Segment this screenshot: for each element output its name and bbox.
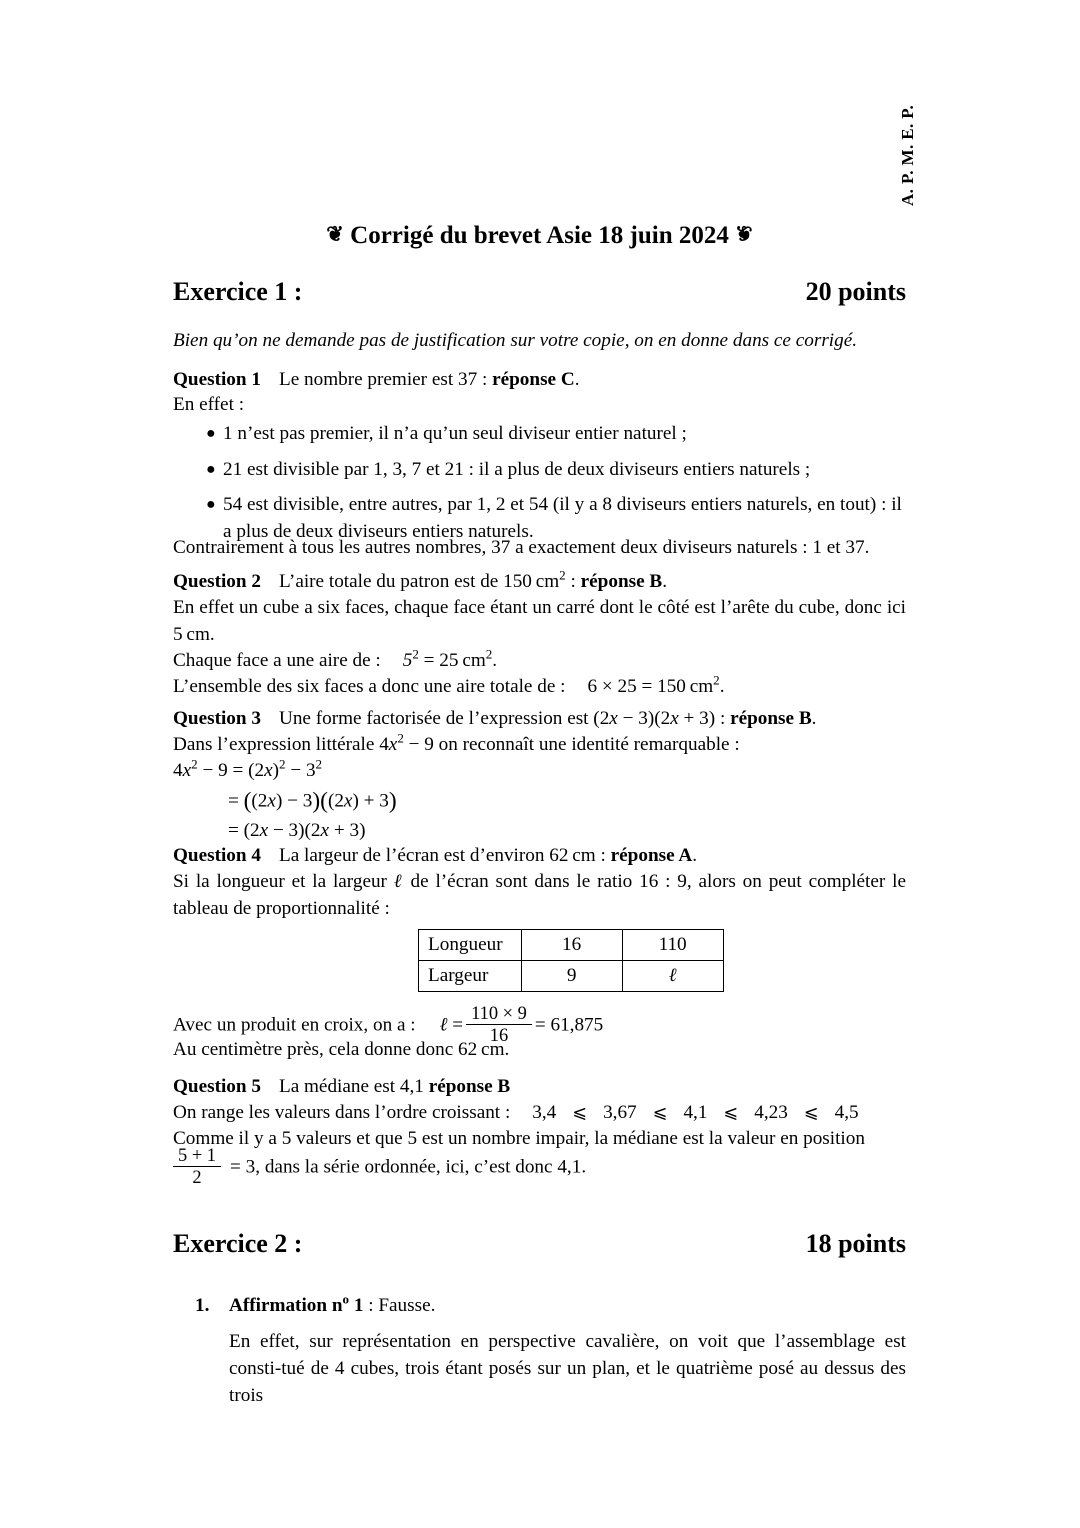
question-3-line-1-pre: Dans l’expression littérale 4 (173, 734, 389, 755)
question-3-var-2: x (670, 708, 679, 729)
table-row (419, 930, 724, 961)
question-1-label: Question 1 (173, 369, 261, 390)
question-5-line-2: Comme il y a 5 valeurs et que 5 est un nombre impair, la médiane est la valeur en position (173, 1128, 865, 1149)
list-item-text: 54 est divisible, entre autres, par 1, 2 et 54 (il y a 8 diviseurs entiers naturels, en tout) : il a plus de deux diviseurs entiers naturels. (223, 494, 902, 542)
leq-sign: ⩽ (723, 1103, 739, 1123)
question-3-line-1-exp: 2 (397, 730, 404, 746)
leq-sign: ⩽ (652, 1103, 668, 1123)
question-1-answer: réponse C (492, 369, 575, 390)
question-5-statement (173, 1074, 906, 1101)
list-item-text: 21 est divisible par 1, 3, 7 et 21 : il a plus de deux diviseurs entiers naturels ; (223, 458, 811, 480)
leq-sign: ⩽ (803, 1103, 819, 1123)
cross-product-lead: Avec un produit en croix, on a : (173, 1014, 416, 1036)
question-1-text: Le nombre premier est 37 : (278, 369, 493, 390)
ornament-left-icon: ❦ (326, 222, 344, 246)
list-item-text: 1 n’est pas premier, il n’a qu’un seul diviseur entier naturel ; (223, 423, 687, 444)
bullet-icon: ● (206, 460, 216, 478)
question-5-text: La médiane est 4,1 (278, 1076, 429, 1097)
table-cell: Largeur (419, 961, 522, 992)
question-2-exponent: 2 (559, 567, 566, 583)
fraction-denominator: 16 (466, 1024, 532, 1046)
fraction-numerator: 110 × 9 (471, 1003, 527, 1024)
order-value: 4,1 (683, 1102, 708, 1123)
question-3-line-1-var: x (388, 734, 398, 755)
affirmation-label-sup: o (342, 1291, 350, 1307)
cross-product-result: = 61,875 (534, 1014, 604, 1036)
question-4-line-1-pre: Si la longueur et la largeur (173, 871, 394, 892)
list-item-marker: 1. (195, 1295, 210, 1316)
equation-line: = ((2x) − 3)((2x) + 3) (228, 788, 397, 814)
question-4-label: Question 4 (173, 845, 261, 866)
question-4-statement (173, 843, 906, 870)
affirmation-label-pre: Affirmation n (229, 1295, 343, 1316)
question-2-line-3-lead: L’ensemble des six faces a donc une aire totale de : (173, 676, 566, 697)
question-3-period: . (811, 708, 817, 729)
question-1-period: . (574, 369, 580, 390)
question-2-eq-exp: 2 (412, 646, 419, 662)
ornament-right-icon: ❦ (735, 222, 753, 246)
order-lead: On range les valeurs dans l’ordre croissant : (173, 1102, 511, 1123)
table-row (419, 961, 724, 992)
order-value: 4,23 (754, 1102, 788, 1123)
list-item (173, 457, 906, 484)
affirmation-label-post: 1 (349, 1295, 364, 1316)
question-3-answer: réponse B (730, 708, 812, 729)
question-1-en-effet: En effet : (173, 394, 245, 415)
fraction-numerator: 5 + 1 (178, 1145, 217, 1166)
question-2-text: L’aire totale du patron est de 150 cm (278, 571, 560, 592)
question-3-equations (173, 756, 906, 846)
question-2-label: Question 2 (173, 571, 261, 592)
ell-symbol: ℓ (439, 1014, 448, 1036)
order-value: 4,5 (834, 1102, 859, 1123)
question-2-sep: : (565, 571, 581, 592)
question-1-bullet-list (173, 421, 906, 545)
equation-line: $4x^2 - 9 = (2x)^2 - 3^2$ (173, 756, 323, 781)
exercise-2-heading (173, 1228, 906, 1260)
question-4-line-1 (173, 869, 906, 922)
exercise-1-heading (173, 276, 906, 308)
list-item (173, 421, 906, 448)
question-2-answer: réponse B (580, 571, 663, 592)
proportionality-table (418, 929, 724, 992)
question-4-line-1-post: de l’écran sont dans le ratio 16 : 9, alors on peut compléter le tableau de proportionnalité : (173, 871, 906, 919)
question-2-eq-base: 5 (402, 650, 413, 671)
equals-sign: = (452, 1014, 464, 1036)
question-5-line-3 (173, 1147, 906, 1189)
question-2-line-2-lead: Chaque face a une aire de : (173, 650, 381, 671)
question-2-line-3 (173, 674, 906, 701)
table-cell: ℓ (622, 961, 723, 992)
affirmation-verdict: : Fausse. (363, 1295, 436, 1316)
ell-symbol: ℓ (393, 871, 404, 892)
affirmation-line (229, 1292, 906, 1319)
question-3-mid-1: − 3)(2 (617, 708, 671, 729)
question-2-eq-rest: = 25 cm (418, 650, 486, 671)
question-2-eq-exp2: 2 (485, 646, 493, 662)
list-item (173, 1292, 906, 1409)
order-value: 3,67 (603, 1102, 637, 1123)
exercise-2-points: 18 points (805, 1229, 906, 1258)
exercise-2-list (173, 1292, 906, 1409)
question-2-eq-end: . (492, 650, 498, 671)
question-3-text: Une forme factorisée de l’expression est (2 (278, 708, 610, 729)
page-title (173, 218, 906, 252)
apmep-side-marker: A. P. M. E. P. (898, 104, 917, 206)
fraction (173, 1145, 221, 1187)
page-title-text: Corrigé du brevet Asie 18 juin 2024 (350, 222, 729, 249)
question-1-closing: Contrairement à tous les autres nombres, 37 a exactement deux diviseurs naturels : 1 et 37. (173, 537, 870, 558)
question-3-var-1: x (609, 708, 618, 729)
question-4-closing: Au centimètre près, cela donne donc 62 cm. (173, 1039, 510, 1060)
question-2-statement (173, 569, 906, 596)
question-5-label: Question 5 (173, 1076, 261, 1097)
exercise-1-title: Exercice 1 : (173, 277, 303, 306)
bullet-icon: ● (206, 425, 216, 442)
question-2-line-3-exp: 2 (713, 672, 720, 688)
table-cell: 9 (521, 961, 622, 992)
question-3-statement (173, 706, 906, 733)
equation-line: = (2x − 3)(2x + 3) (228, 820, 366, 842)
question-3-label: Question 3 (173, 708, 261, 729)
question-2-line-2 (173, 648, 906, 675)
question-2-line-1: En effet un cube a six faces, chaque face étant un carré dont le côté est l’arête du cube, donc ici 5 cm. (173, 597, 906, 645)
leq-sign: ⩽ (572, 1103, 588, 1123)
question-5-answer: réponse B (428, 1076, 511, 1097)
question-3-line-1 (173, 732, 906, 759)
question-4-period: . (692, 845, 697, 866)
exercise-1-points: 20 points (805, 277, 906, 306)
question-4-text: La largeur de l’écran est d’environ 62 cm : (278, 845, 611, 866)
bullet-icon: ● (206, 496, 216, 513)
exercise-1-preamble: Bien qu’on ne demande pas de justification sur votre copie, on en donne dans ce corrigé. (173, 330, 858, 351)
question-1-statement (173, 367, 906, 394)
question-2-line-3-end: . (719, 676, 725, 697)
fraction-denominator: 2 (173, 1166, 221, 1188)
question-2-line-3-eq: 6 × 25 = 150 cm (587, 676, 714, 697)
question-4-answer: réponse A (610, 845, 693, 866)
question-3-line-1-post: − 9 on reconnaît une identité remarquable : (403, 734, 740, 755)
question-5-order-line (173, 1100, 906, 1127)
question-5-conclusion: = 3, dans la série ordonnée, ici, c’est donc 4,1. (230, 1156, 587, 1178)
table-cell: Longueur (419, 930, 522, 961)
exercise-2-title: Exercice 2 : (173, 1229, 303, 1258)
affirmation-body: En effet, sur représentation en perspective cavalière, on voit que l’assemblage est consti-tué de 4 cubes, trois étant posés sur un plan, et le quatrième posé au dessus des trois (229, 1331, 906, 1406)
table-cell: 16 (521, 930, 622, 961)
question-2-period: . (662, 571, 667, 592)
order-value: 3,4 (532, 1102, 557, 1123)
table-cell: 110 (622, 930, 723, 961)
question-3-mid-2: + 3) : (678, 708, 731, 729)
